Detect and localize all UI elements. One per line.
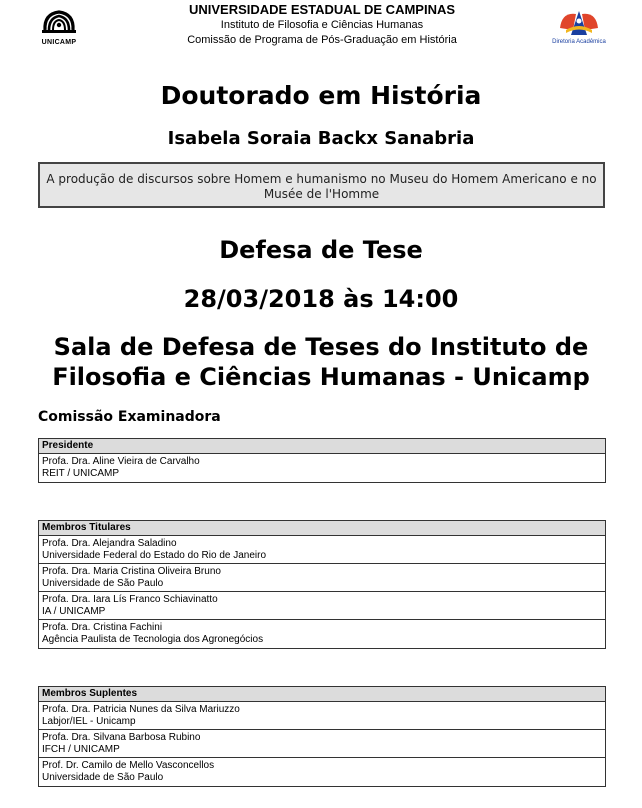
member-affiliation: IFCH / UNICAMP: [42, 744, 120, 755]
table-row: [39, 454, 605, 482]
table-row: [39, 536, 605, 564]
suplentes-table: [38, 686, 606, 787]
suplentes-table-header: Membros Suplentes: [39, 687, 605, 702]
member-name: Profa. Dra. Alejandra Saladino: [42, 538, 177, 549]
table-row: [39, 758, 605, 786]
member-name: Profa. Dra. Patricia Nunes da Silva Mariuzzo: [42, 704, 240, 715]
member-affiliation: Agência Paulista de Tecnologia dos Agronegócios: [42, 634, 264, 645]
titulares-table-header: Membros Titulares: [39, 521, 605, 536]
dac-emblem-icon: [556, 8, 602, 38]
member-affiliation: REIT / UNICAMP: [42, 468, 120, 479]
member-name: Profa. Dra. Cristina Fachini: [42, 622, 163, 633]
event-location: Sala de Defesa de Teses do Instituto de Filosofia e Ciências Humanas - Unicamp: [52, 333, 590, 391]
committee-heading: Comissão Examinadora: [38, 409, 221, 425]
table-row: [39, 564, 605, 592]
titulares-table: [38, 520, 606, 649]
president-table-header: Presidente: [39, 439, 605, 454]
program-title: Doutorado em História: [160, 81, 482, 110]
president-table: [38, 438, 606, 483]
member-name: Profa. Dra. Silvana Barbosa Rubino: [42, 732, 201, 743]
unicamp-logo: [38, 6, 80, 50]
thesis-title-box: A produção de discursos sobre Homem e humanismo no Museu do Homem Americano e no Musée de l'Homme: [38, 162, 605, 208]
member-affiliation: Universidade de São Paulo: [42, 578, 164, 589]
header-text-block: [140, 2, 504, 48]
table-row: [39, 702, 605, 730]
diretoria-academica-logo: [548, 8, 610, 52]
member-name: Profa. Dra. Aline Vieira de Carvalho: [42, 456, 200, 467]
unicamp-emblem-icon: [40, 6, 78, 38]
table-row: [39, 730, 605, 758]
candidate-name: Isabela Soraia Backx Sanabria: [167, 128, 475, 149]
member-affiliation: Universidade Federal do Estado do Rio de Janeiro: [42, 550, 267, 561]
commission-name: Comissão de Programa de Pós-Graduação em História: [187, 34, 457, 46]
unicamp-logo-label: UNICAMP: [41, 39, 77, 46]
table-row: [39, 620, 605, 648]
institute-name: Instituto de Filosofia e Ciências Humanas: [220, 19, 424, 31]
event-type: Defesa de Tese: [219, 236, 423, 264]
member-name: Prof. Dr. Camilo de Mello Vasconcellos: [42, 760, 215, 771]
dac-logo-label: Diretoria Acadêmica: [552, 39, 606, 45]
member-name: Profa. Dra. Iara Lís Franco Schiavinatto: [42, 594, 218, 605]
member-name: Profa. Dra. Maria Cristina Oliveira Bruno: [42, 566, 221, 577]
member-affiliation: IA / UNICAMP: [42, 606, 106, 617]
university-name: UNIVERSIDADE ESTADUAL DE CAMPINAS: [188, 2, 456, 17]
event-datetime: 28/03/2018 às 14:00: [183, 285, 459, 313]
document-header: [0, 0, 642, 56]
member-affiliation: Universidade de São Paulo: [42, 772, 164, 783]
member-affiliation: Labjor/IEL - Unicamp: [42, 716, 136, 727]
table-row: [39, 592, 605, 620]
